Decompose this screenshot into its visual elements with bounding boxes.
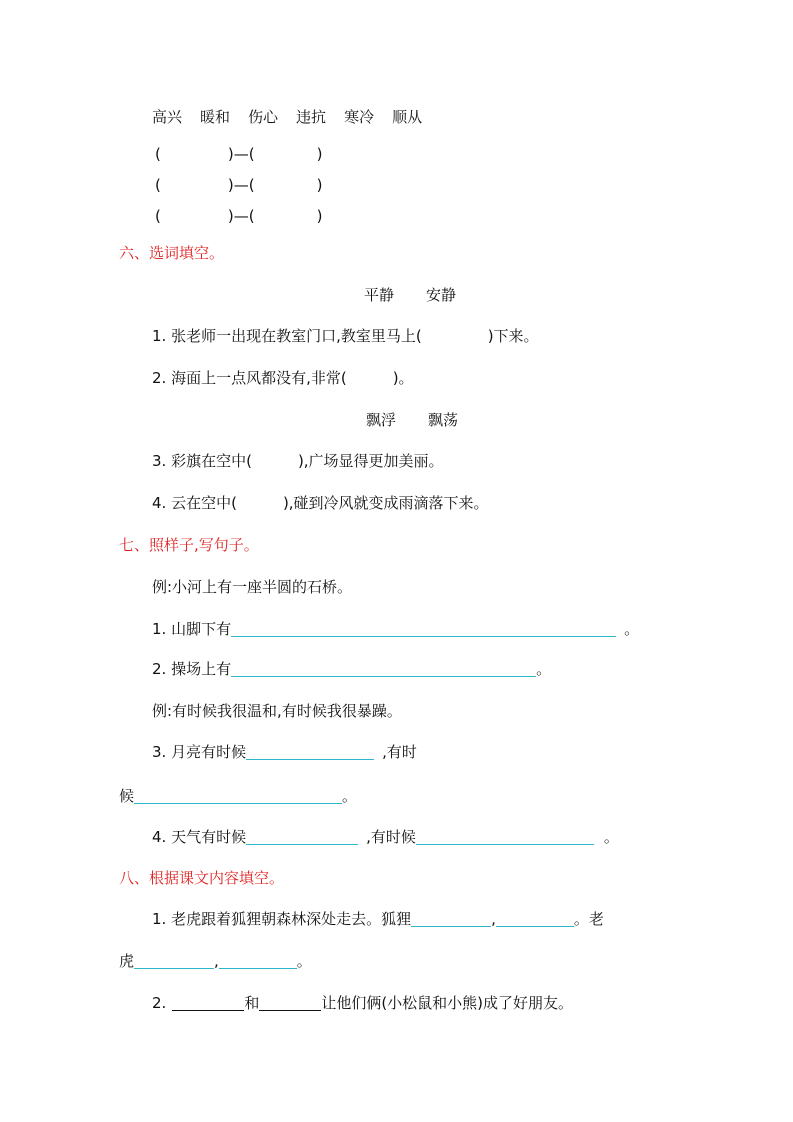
word-choice: 安静 <box>426 286 457 304</box>
question-7-1: 1. 山脚下有 。 <box>152 620 640 638</box>
word-choice-group-2 <box>366 410 458 430</box>
question-6-4: 4. 云在空中( ),碰到冷风就变成雨滴落下来。 <box>152 494 489 512</box>
antonym-pair-row[interactable]: ( )—( ) <box>155 207 323 225</box>
antonym-word: 顺从 <box>392 108 423 126</box>
answer-line[interactable] <box>416 844 594 845</box>
word-choice: 飘浮 <box>366 411 397 429</box>
antonym-word: 高兴 <box>152 108 183 126</box>
answer-line[interactable] <box>231 676 536 677</box>
answer-line[interactable] <box>246 759 374 760</box>
section-heading-6: 六、选词填空。 <box>119 244 225 262</box>
word-choice: 飘荡 <box>428 411 459 429</box>
word-choice-group-1 <box>364 285 456 305</box>
answer-line[interactable] <box>246 844 358 845</box>
question-6-2: 2. 海面上一点风都没有,非常( )。 <box>152 369 414 387</box>
question-7-3: 3. 月亮有时候 ,有时 <box>152 743 417 761</box>
answer-line[interactable] <box>231 636 616 637</box>
question-7-2: 2. 操场上有 。 <box>152 660 552 678</box>
example-sentence-2: 例:有时候我很温和,有时候我很暴躁。 <box>152 702 402 720</box>
answer-line[interactable] <box>172 1010 244 1011</box>
question-8-2: 2. 和 让他们俩(小松鼠和小熊)成了好朋友。 <box>152 994 574 1012</box>
answer-line[interactable] <box>134 803 342 804</box>
antonym-word: 暖和 <box>200 108 231 126</box>
section-heading-7: 七、照样子,写句子。 <box>119 536 259 554</box>
answer-line[interactable] <box>496 926 574 927</box>
answer-line[interactable] <box>259 1010 321 1011</box>
antonym-word-list <box>152 107 440 127</box>
antonym-pair-row[interactable]: ( )—( ) <box>155 176 323 194</box>
question-7-4: 4. 天气有时候 ,有时候 。 <box>152 828 619 846</box>
question-7-3-continued: 候 。 <box>119 787 358 805</box>
antonym-word: 伤心 <box>248 108 279 126</box>
question-8-1: 1. 老虎跟着狐狸朝森林深处走去。狐狸 , 。老 <box>152 910 604 928</box>
answer-line[interactable] <box>411 926 491 927</box>
answer-line[interactable] <box>134 968 214 969</box>
antonym-word: 寒冷 <box>344 108 375 126</box>
question-6-1: 1. 张老师一出现在教室门口,教室里马上( )下来。 <box>152 327 539 345</box>
antonym-pair-row[interactable]: ( )—( ) <box>155 145 323 163</box>
answer-line[interactable] <box>219 968 297 969</box>
question-6-3: 3. 彩旗在空中( ),广场显得更加美丽。 <box>152 452 444 470</box>
word-choice: 平静 <box>364 286 395 304</box>
question-8-1-continued: 虎 , 。 <box>119 952 312 970</box>
antonym-word: 违抗 <box>296 108 327 126</box>
example-sentence-1: 例:小河上有一座半圆的石桥。 <box>152 578 353 596</box>
section-heading-8: 八、根据课文内容填空。 <box>119 869 285 887</box>
